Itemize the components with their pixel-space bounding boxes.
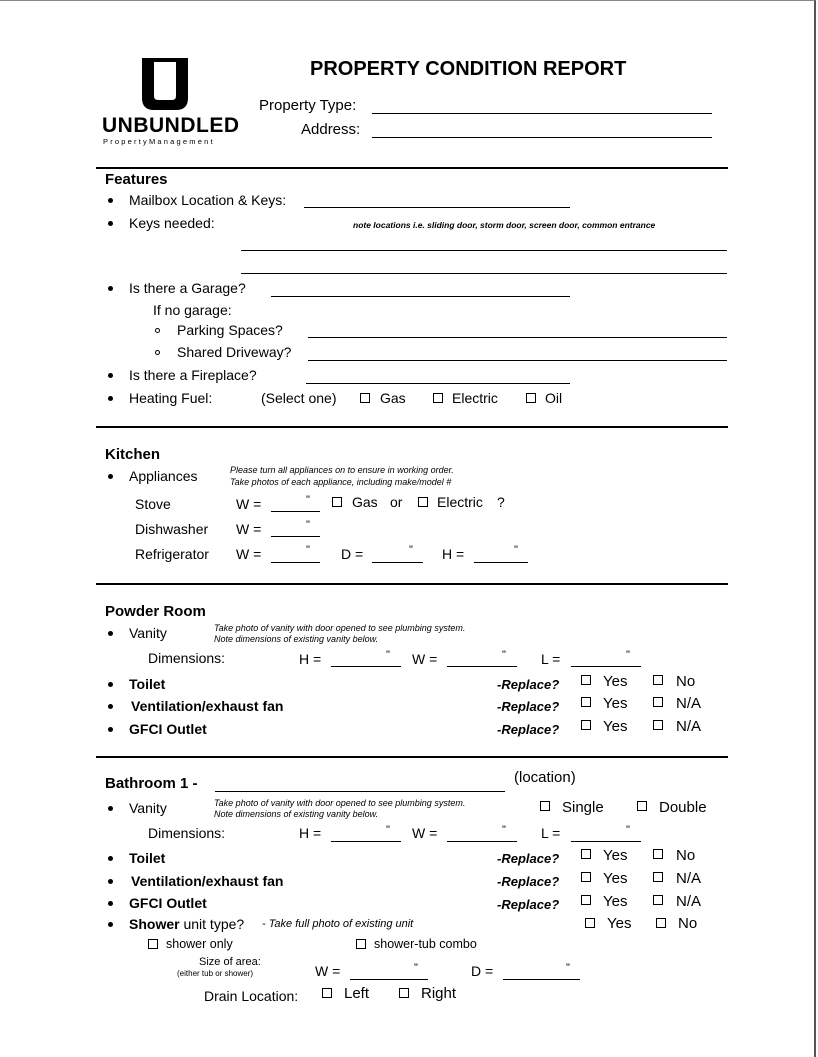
bullet [108, 396, 113, 401]
bath1-single-label: Single [562, 799, 604, 816]
size-area-note: (either tub or shower) [177, 969, 254, 978]
inch-mark: " [626, 649, 630, 661]
fridge-width-field[interactable] [271, 562, 320, 563]
powder-w-label: W = [412, 651, 438, 667]
bath1-toilet-yes-checkbox[interactable] [581, 849, 591, 859]
bath1-location-label: (location) [514, 769, 576, 786]
yes-label: Yes [603, 847, 628, 864]
parking-field[interactable] [308, 337, 727, 338]
bullet [108, 631, 113, 636]
bath1-toilet-label: Toilet [129, 850, 166, 866]
garage-field[interactable] [271, 296, 570, 297]
shower-tub-label: shower-tub combo [374, 937, 477, 951]
bath1-double-label: Double [659, 799, 707, 816]
fireplace-label: Is there a Fireplace? [129, 367, 257, 383]
bullet [108, 922, 113, 927]
powder-vanity-label: Vanity [129, 625, 167, 641]
bath1-vent-na-checkbox[interactable] [653, 872, 663, 882]
bath1-vanity-label: Vanity [129, 800, 167, 816]
sub-bullet [155, 328, 160, 333]
bath1-shower-yes-checkbox[interactable] [585, 918, 595, 928]
bath1-w-label: W = [412, 825, 438, 841]
drain-left-label: Left [344, 985, 370, 1002]
no-label: No [678, 915, 698, 932]
yes-label: Yes [603, 695, 628, 712]
section-divider [96, 583, 728, 585]
section-divider [96, 167, 728, 169]
fridge-depth-field[interactable] [372, 562, 423, 563]
bullet [108, 704, 113, 709]
driveway-field[interactable] [308, 360, 727, 361]
bullet [108, 682, 113, 687]
inch-mark: " [626, 824, 630, 836]
powder-width-field[interactable] [447, 666, 517, 667]
shower-rest: unit type? [179, 916, 245, 932]
keys-note: note locations i.e. sliding door, storm door, screen door, common entrance [353, 220, 656, 230]
bath1-vent-yes-checkbox[interactable] [581, 872, 591, 882]
dishwasher-label: Dishwasher [135, 521, 209, 537]
bullet [108, 474, 113, 479]
logo-door-icon [142, 58, 188, 110]
shower-w-label: W = [315, 963, 341, 979]
inch-mark: " [306, 519, 310, 531]
fridge-height-field[interactable] [474, 562, 528, 563]
powder-vent-na-checkbox[interactable] [653, 697, 663, 707]
powder-toilet-yes-checkbox[interactable] [581, 675, 591, 685]
shower-depth-field[interactable] [503, 979, 580, 980]
yes-label: Yes [603, 673, 628, 690]
logo-name: UNBUNDLED [102, 114, 240, 137]
powder-gfci-na-checkbox[interactable] [653, 720, 663, 730]
shower-word: Shower [129, 916, 180, 932]
fridge-d-label: D = [341, 546, 364, 562]
inch-mark: " [502, 824, 506, 836]
shower-width-field[interactable] [350, 979, 428, 980]
powder-note-2: Note dimensions of existing vanity below. [214, 634, 379, 644]
bullet [108, 286, 113, 291]
bath1-vent-label: Ventilation/exhaust fan [131, 873, 284, 889]
inch-mark: " [566, 962, 570, 974]
stove-electric-label: Electric [437, 494, 483, 510]
bath1-toilet-no-checkbox[interactable] [653, 849, 663, 859]
section-divider [96, 426, 728, 428]
fireplace-field[interactable] [306, 383, 570, 384]
kitchen-heading: Kitchen [105, 446, 161, 463]
stove-electric-checkbox[interactable] [418, 497, 428, 507]
na-label: N/A [676, 695, 702, 712]
powder-gfci-yes-checkbox[interactable] [581, 720, 591, 730]
features-heading: Features [105, 171, 168, 188]
inch-mark: " [502, 649, 506, 661]
no-garage-label: If no garage: [153, 302, 232, 318]
fridge-w-label: W = [236, 546, 262, 562]
powder-vent-replace: -Replace? [497, 699, 560, 714]
bath1-toilet-replace: -Replace? [497, 851, 560, 866]
parking-label: Parking Spaces? [177, 322, 283, 338]
keys-field-2[interactable] [241, 273, 727, 274]
powder-toilet-label: Toilet [129, 676, 166, 692]
keys-label: Keys needed: [129, 215, 215, 231]
bath1-height-field[interactable] [331, 841, 401, 842]
driveway-label: Shared Driveway? [177, 344, 292, 360]
bath1-note-2: Note dimensions of existing vanity below. [214, 809, 379, 819]
oil-label: Oil [545, 390, 563, 406]
shower-d-label: D = [471, 963, 494, 979]
shower-tub-checkbox[interactable] [356, 939, 366, 949]
powder-h-label: H = [299, 651, 322, 667]
heating-label: Heating Fuel: [129, 390, 213, 406]
bath1-note-1: Take photo of vanity with door opened to see plumbing system. [214, 798, 466, 808]
powder-vent-label: Ventilation/exhaust fan [131, 698, 284, 714]
dishwasher-width-field[interactable] [271, 536, 320, 537]
inch-mark: " [386, 649, 390, 661]
yes-label: Yes [603, 718, 628, 735]
logo-tagline: PropertyManagement [103, 137, 215, 146]
na-label: N/A [676, 718, 702, 735]
keys-field-1[interactable] [241, 250, 727, 251]
inch-mark: " [306, 494, 310, 506]
powder-heading: Powder Room [105, 603, 206, 620]
bath1-location-field[interactable] [215, 791, 505, 792]
bath1-heading: Bathroom 1 - [105, 775, 198, 792]
inch-mark: " [514, 544, 518, 556]
bath1-gfci-yes-checkbox[interactable] [581, 895, 591, 905]
shower-only-label: shower only [166, 937, 233, 951]
bath1-single-checkbox[interactable] [540, 801, 550, 811]
inch-mark: " [306, 544, 310, 556]
address-field[interactable] [372, 137, 712, 138]
address-label: Address: [301, 121, 361, 138]
stove-w-label: W = [236, 496, 262, 512]
appliances-label: Appliances [129, 468, 198, 484]
property-type-field[interactable] [372, 113, 712, 114]
inch-mark: " [386, 824, 390, 836]
bullet [108, 879, 113, 884]
bath1-shower-label [129, 916, 244, 932]
page-title: PROPERTY CONDITION REPORT [310, 58, 627, 80]
bullet [108, 198, 113, 203]
powder-toilet-replace: -Replace? [497, 677, 560, 692]
bath1-length-field[interactable] [571, 841, 641, 842]
section-divider [96, 756, 728, 758]
powder-gfci-replace: -Replace? [497, 722, 560, 737]
bullet [108, 221, 113, 226]
mailbox-label: Mailbox Location & Keys: [129, 192, 287, 208]
sub-bullet [155, 350, 160, 355]
stove-width-field[interactable] [271, 511, 320, 512]
yes-label: Yes [603, 893, 628, 910]
na-label: N/A [676, 893, 702, 910]
bullet [108, 856, 113, 861]
stove-label: Stove [135, 496, 171, 512]
garage-label: Is there a Garage? [129, 280, 246, 296]
bath1-double-checkbox[interactable] [637, 801, 647, 811]
powder-gfci-label: GFCI Outlet [129, 721, 207, 737]
na-label: N/A [676, 870, 702, 887]
bullet [108, 373, 113, 378]
powder-toilet-no-checkbox[interactable] [653, 675, 663, 685]
fridge-h-label: H = [442, 546, 465, 562]
powder-l-label: L = [541, 651, 561, 667]
bath1-gfci-replace: -Replace? [497, 897, 560, 912]
property-type-label: Property Type: [259, 97, 357, 114]
stove-gas-checkbox[interactable] [332, 497, 342, 507]
yes-label: Yes [603, 870, 628, 887]
bullet [108, 727, 113, 732]
bath1-gfci-na-checkbox[interactable] [653, 895, 663, 905]
kitchen-note-2: Take photos of each appliance, including make/model # [230, 477, 452, 487]
bath1-width-field[interactable] [447, 841, 517, 842]
no-label: No [676, 847, 696, 864]
electric-checkbox[interactable] [433, 393, 443, 403]
gas-label: Gas [380, 390, 406, 406]
shower-only-checkbox[interactable] [148, 939, 158, 949]
bath1-vent-replace: -Replace? [497, 874, 560, 889]
drain-right-label: Right [421, 985, 457, 1002]
electric-label: Electric [452, 390, 498, 406]
inch-mark: " [414, 962, 418, 974]
drain-right-checkbox[interactable] [399, 988, 409, 998]
bullet [108, 806, 113, 811]
fridge-label: Refrigerator [135, 546, 209, 562]
powder-height-field[interactable] [331, 666, 401, 667]
inch-mark: " [409, 544, 413, 556]
bath1-shower-no-checkbox[interactable] [656, 918, 666, 928]
drain-left-checkbox[interactable] [322, 988, 332, 998]
mailbox-field[interactable] [304, 207, 570, 208]
select-one-label: (Select one) [261, 390, 337, 406]
no-label: No [676, 673, 696, 690]
size-area-label: Size of area: [199, 956, 261, 968]
bath1-shower-note: - Take full photo of existing unit [262, 918, 414, 930]
yes-label: Yes [607, 915, 632, 932]
kitchen-note-1: Please turn all appliances on to ensure in working order. [230, 465, 454, 475]
dishwasher-w-label: W = [236, 521, 262, 537]
powder-length-field[interactable] [571, 666, 641, 667]
powder-vent-yes-checkbox[interactable] [581, 697, 591, 707]
powder-note-1: Take photo of vanity with door opened to see plumbing system. [214, 623, 466, 633]
bath1-dimensions-label: Dimensions: [148, 825, 226, 841]
bullet [108, 901, 113, 906]
stove-or-label: or [390, 494, 403, 510]
bath1-h-label: H = [299, 825, 322, 841]
stove-question: ? [497, 494, 505, 510]
oil-checkbox[interactable] [526, 393, 536, 403]
stove-gas-label: Gas [352, 494, 378, 510]
bath1-l-label: L = [541, 825, 561, 841]
gas-checkbox[interactable] [360, 393, 370, 403]
drain-location-label: Drain Location: [204, 988, 299, 1004]
powder-dimensions-label: Dimensions: [148, 650, 226, 666]
bath1-gfci-label: GFCI Outlet [129, 895, 207, 911]
